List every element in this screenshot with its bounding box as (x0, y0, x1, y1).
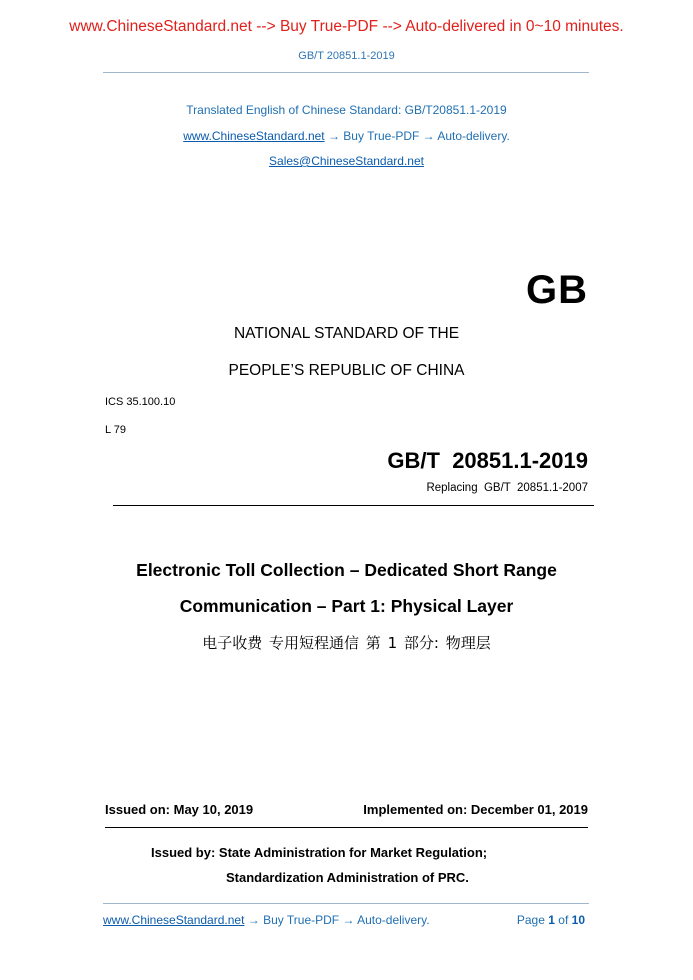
translation-notice: Translated English of Chinese Standard: GB/T20851.1-2019 (186, 103, 507, 117)
ics-code: ICS 35.100.10 (105, 396, 176, 408)
prc-title: PEOPLE’S REPUBLIC OF CHINA (228, 362, 465, 379)
dates-divider (105, 827, 588, 828)
purchase-line (0, 129, 693, 143)
email-link[interactable]: Sales@ChineseStandard.net (269, 154, 424, 168)
page-indicator (517, 913, 585, 927)
gb-mark: GB (526, 268, 588, 312)
purchase-text: → Buy True-PDF → Auto-delivery. (324, 129, 510, 143)
issuing-authority-1: Issued by: State Administration for Market Regulation; (151, 845, 488, 860)
page-total: 10 (571, 913, 585, 927)
document-title-line-1: Electronic Toll Collection – Dedicated Short Range (136, 560, 557, 580)
page-current: 1 (548, 913, 555, 927)
page-of-label: of (558, 913, 569, 927)
footer-purchase-text: → Buy True-PDF → Auto-delivery. (244, 913, 430, 927)
email-line (0, 154, 693, 168)
national-standard-title: NATIONAL STANDARD OF THE (233, 325, 460, 342)
standard-number: GB/T 20851.1-2019 (387, 448, 588, 473)
issued-date: Issued on: May 10, 2019 (105, 802, 254, 817)
footer-purchase-line (103, 913, 430, 927)
document-title-line-2: Communication – Part 1: Physical Layer (179, 596, 514, 616)
title-divider (113, 505, 594, 506)
header-standard-code: GB/T 20851.1-2019 (298, 50, 395, 62)
implemented-date: Implemented on: December 01, 2019 (363, 802, 588, 817)
footer-site-link[interactable]: www.ChineseStandard.net (103, 913, 245, 927)
page-label: Page (516, 913, 545, 927)
top-banner[interactable]: www.ChineseStandard.net --> Buy True-PDF --> Auto-delivered in 0~10 minutes. (69, 18, 624, 35)
footer-divider (103, 903, 589, 904)
document-title-chinese: 电子收费 专用短程通信 第 1 部分: 物理层 (202, 634, 491, 652)
header-divider (103, 72, 589, 73)
issuing-authority-2: Standardization Administration of PRC. (226, 870, 469, 885)
classification-code: L 79 (105, 424, 127, 436)
site-link[interactable]: www.ChineseStandard.net (183, 129, 325, 143)
replacing-note: Replacing GB/T 20851.1-2007 (426, 482, 588, 494)
